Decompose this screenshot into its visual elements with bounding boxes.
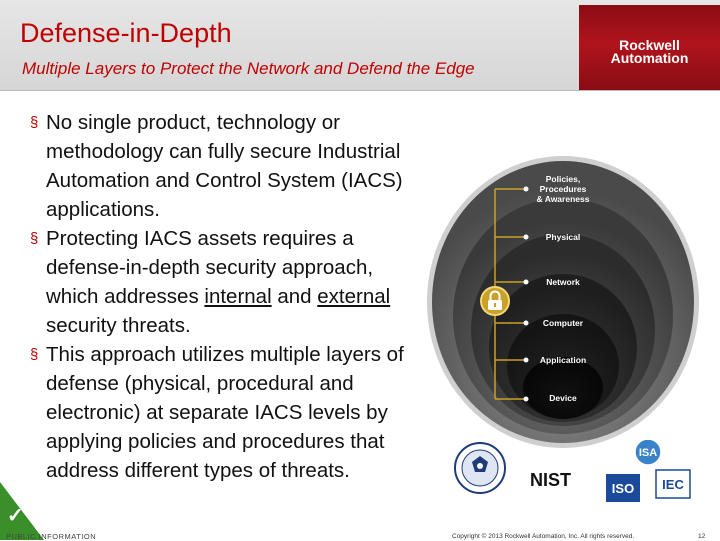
bullet-text-post: security threats. xyxy=(46,314,191,337)
svg-text:IEC: IEC xyxy=(662,477,684,492)
nist-logo: NIST xyxy=(530,470,572,490)
bullet-marker-icon: § xyxy=(30,114,39,131)
copyright-text: Copyright © 2013 Rockwell Automation, Inc. All rights reserved. xyxy=(452,533,635,540)
bullet-text-pre: Protecting IACS assets requires a defense-in-depth security approach, which addresses xyxy=(46,227,374,308)
bullet-marker-icon: § xyxy=(30,346,39,363)
checkmark-icon: ✓ xyxy=(7,505,24,527)
bullet-text-mid: and xyxy=(271,285,318,308)
iec-logo xyxy=(656,470,690,498)
slide-title: Defense-in-Depth xyxy=(20,18,232,48)
bullet-text: This approach utilizes multiple layers of defense (physical, procedural and electronic) at separate IACS levels by applying policies and procedures that address different types of threats. xyxy=(46,343,404,482)
bullet-item xyxy=(30,108,420,224)
bullet-item xyxy=(30,340,420,485)
layers-svg xyxy=(425,98,720,450)
standards-logos xyxy=(450,440,720,510)
bullet-list xyxy=(30,108,420,485)
slide-subtitle: Multiple Layers to Protect the Network and Defend the Edge xyxy=(22,59,475,78)
label-policies-1: Policies, xyxy=(545,174,581,184)
label-application: Application xyxy=(539,355,587,365)
padlock-icon xyxy=(481,287,509,315)
logo-line-2: Automation xyxy=(610,50,689,66)
page-number: 12 xyxy=(698,533,706,540)
dhs-seal-icon xyxy=(455,443,505,493)
classification-label: PUBLIC INFORMATION xyxy=(6,532,97,541)
iso-logo xyxy=(606,474,640,502)
defense-layers-diagram xyxy=(425,98,720,450)
underlined-internal: internal xyxy=(204,285,272,308)
slide-header xyxy=(0,0,720,91)
isa-logo xyxy=(635,440,661,465)
label-policies-3: & Awareness xyxy=(536,194,590,204)
bullet-item xyxy=(30,224,420,340)
bullet-text: No single product, technology or methodology can fully secure Industrial Automation and Control System (IACS) applications. xyxy=(46,111,403,221)
label-computer: Computer xyxy=(542,318,584,328)
logo-line-1: Rockwell xyxy=(619,37,680,53)
label-physical: Physical xyxy=(545,232,581,242)
rockwell-logo xyxy=(579,5,720,90)
label-network: Network xyxy=(546,277,580,287)
bullet-marker-icon: § xyxy=(30,230,39,247)
layer-device xyxy=(523,357,603,419)
label-policies-2: Procedures xyxy=(539,184,587,194)
svg-text:ISO: ISO xyxy=(611,481,635,496)
underlined-external: external xyxy=(317,285,391,308)
label-device: Device xyxy=(549,393,577,403)
svg-text:ISA: ISA xyxy=(638,447,658,459)
